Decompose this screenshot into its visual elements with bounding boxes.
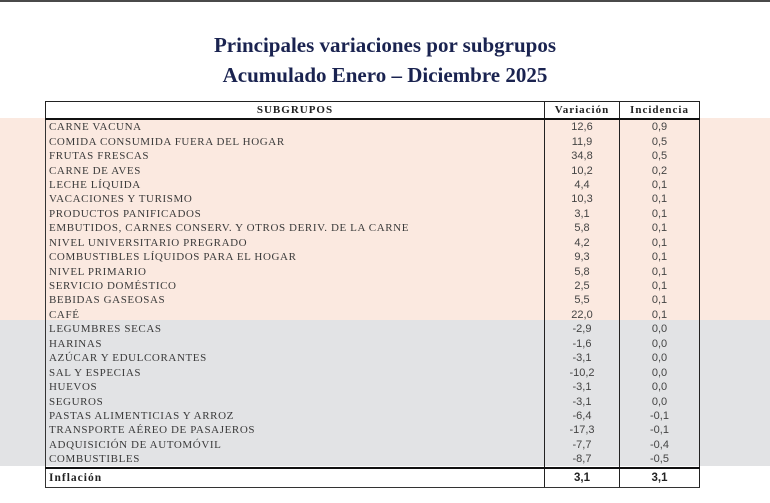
subgroup-name: LECHE LÍQUIDA bbox=[46, 178, 545, 192]
incidence-value: 0,1 bbox=[620, 250, 700, 264]
inflation-total-row bbox=[46, 468, 700, 488]
subgroup-name: PASTAS ALIMENTICIAS Y ARROZ bbox=[46, 409, 545, 423]
column-header-subgrupos: SUBGRUPOS bbox=[46, 102, 545, 120]
column-header-incidencia: Incidencia bbox=[620, 102, 700, 120]
variation-value: 9,3 bbox=[545, 250, 620, 264]
variation-value: -6,4 bbox=[545, 409, 620, 423]
incidence-value: 0,9 bbox=[620, 119, 700, 134]
variation-value: 4,4 bbox=[545, 178, 620, 192]
table-row bbox=[46, 365, 700, 379]
subgroup-name: CARNE DE AVES bbox=[46, 163, 545, 177]
total-label: Inflación bbox=[46, 468, 545, 488]
incidence-value: -0,4 bbox=[620, 438, 700, 452]
table-row bbox=[46, 134, 700, 148]
subgroup-name: BEBIDAS GASEOSAS bbox=[46, 293, 545, 307]
table-row bbox=[46, 394, 700, 408]
incidence-value: 0,1 bbox=[620, 279, 700, 293]
incidence-value: 0,0 bbox=[620, 351, 700, 365]
table-row bbox=[46, 264, 700, 278]
incidence-value: 0,1 bbox=[620, 236, 700, 250]
variation-value: 12,6 bbox=[545, 119, 620, 134]
incidence-value: 0,0 bbox=[620, 322, 700, 336]
table-row bbox=[46, 438, 700, 452]
variation-value: 4,2 bbox=[545, 236, 620, 250]
incidence-value: 0,1 bbox=[620, 264, 700, 278]
subgroup-name: AZÚCAR Y EDULCORANTES bbox=[46, 351, 545, 365]
table-row bbox=[46, 452, 700, 467]
subgroup-name: NIVEL UNIVERSITARIO PREGRADO bbox=[46, 236, 545, 250]
table-row bbox=[46, 207, 700, 221]
table-row bbox=[46, 308, 700, 322]
variation-value: -10,2 bbox=[545, 365, 620, 379]
incidence-value: 0,0 bbox=[620, 337, 700, 351]
incidence-value: 0,2 bbox=[620, 163, 700, 177]
table-row bbox=[46, 322, 700, 336]
incidence-value: 0,1 bbox=[620, 221, 700, 235]
variation-value: 10,2 bbox=[545, 163, 620, 177]
incidence-value: 0,1 bbox=[620, 293, 700, 307]
table-row bbox=[46, 293, 700, 307]
subgroup-name: SERVICIO DOMÉSTICO bbox=[46, 279, 545, 293]
table-header-row bbox=[46, 102, 700, 120]
variation-value: -2,9 bbox=[545, 322, 620, 336]
subgroup-name: HUEVOS bbox=[46, 380, 545, 394]
table-row bbox=[46, 163, 700, 177]
incidence-value: 0,0 bbox=[620, 365, 700, 379]
subgroup-name: PRODUCTOS PANIFICADOS bbox=[46, 207, 545, 221]
variation-value: 22,0 bbox=[545, 308, 620, 322]
subgroup-name: VACACIONES Y TURISMO bbox=[46, 192, 545, 206]
table-row bbox=[46, 279, 700, 293]
top-border-rule bbox=[0, 0, 770, 2]
subgroup-name: EMBUTIDOS, CARNES CONSERV. Y OTROS DERIV. DE LA CARNE bbox=[46, 221, 545, 235]
incidence-value: -0,1 bbox=[620, 409, 700, 423]
subgroup-name: LEGUMBRES SECAS bbox=[46, 322, 545, 336]
incidence-value: -0,1 bbox=[620, 423, 700, 437]
incidence-value: 0,1 bbox=[620, 178, 700, 192]
variation-value: 11,9 bbox=[545, 134, 620, 148]
variation-value: 5,8 bbox=[545, 221, 620, 235]
subgroup-name: FRUTAS FRESCAS bbox=[46, 149, 545, 163]
table-row bbox=[46, 409, 700, 423]
subgroups-table bbox=[45, 101, 700, 488]
table-row bbox=[46, 149, 700, 163]
table-row bbox=[46, 380, 700, 394]
subgroup-name: COMBUSTIBLES LÍQUIDOS PARA EL HOGAR bbox=[46, 250, 545, 264]
total-variation: 3,1 bbox=[545, 468, 620, 488]
subgroup-name: COMIDA CONSUMIDA FUERA DEL HOGAR bbox=[46, 134, 545, 148]
incidence-value: 0,1 bbox=[620, 192, 700, 206]
variation-value: -8,7 bbox=[545, 452, 620, 467]
incidence-value: -0,5 bbox=[620, 452, 700, 467]
table-row bbox=[46, 192, 700, 206]
variation-value: -17,3 bbox=[545, 423, 620, 437]
subgroup-name: SEGUROS bbox=[46, 394, 545, 408]
column-header-variacion: Variación bbox=[545, 102, 620, 120]
page-subtitle: Acumulado Enero – Diciembre 2025 bbox=[222, 63, 548, 87]
variation-value: 3,1 bbox=[545, 207, 620, 221]
incidence-value: 0,5 bbox=[620, 149, 700, 163]
subgroup-name: HARINAS bbox=[46, 337, 545, 351]
subgroup-name: COMBUSTIBLES bbox=[46, 452, 545, 467]
subgroup-name: TRANSPORTE AÉREO DE PASAJEROS bbox=[46, 423, 545, 437]
incidence-value: 0,0 bbox=[620, 394, 700, 408]
variation-value: -3,1 bbox=[545, 380, 620, 394]
table-row bbox=[46, 351, 700, 365]
subgroup-name: ADQUISICIÓN DE AUTOMÓVIL bbox=[46, 438, 545, 452]
table-body bbox=[46, 119, 700, 468]
subgroup-name: SAL Y ESPECIAS bbox=[46, 365, 545, 379]
incidence-value: 0,1 bbox=[620, 207, 700, 221]
subgroup-name: CAFÉ bbox=[46, 308, 545, 322]
subgroup-name: CARNE VACUNA bbox=[46, 119, 545, 134]
table-row bbox=[46, 178, 700, 192]
variation-value: 5,8 bbox=[545, 264, 620, 278]
table-row bbox=[46, 236, 700, 250]
variation-value: 2,5 bbox=[545, 279, 620, 293]
incidence-value: 0,0 bbox=[620, 380, 700, 394]
subgroup-name: NIVEL PRIMARIO bbox=[46, 264, 545, 278]
variation-value: -3,1 bbox=[545, 351, 620, 365]
title-block bbox=[0, 30, 770, 90]
variation-value: 34,8 bbox=[545, 149, 620, 163]
incidence-value: 0,5 bbox=[620, 134, 700, 148]
incidence-value: 0,1 bbox=[620, 308, 700, 322]
table-row bbox=[46, 119, 700, 134]
table-row bbox=[46, 337, 700, 351]
table-row bbox=[46, 221, 700, 235]
table-row bbox=[46, 423, 700, 437]
variation-value: 10,3 bbox=[545, 192, 620, 206]
total-incidence: 3,1 bbox=[620, 468, 700, 488]
variation-value: -7,7 bbox=[545, 438, 620, 452]
variation-value: 5,5 bbox=[545, 293, 620, 307]
variation-value: -3,1 bbox=[545, 394, 620, 408]
variation-value: -1,6 bbox=[545, 337, 620, 351]
page-title: Principales variaciones por subgrupos bbox=[213, 33, 557, 57]
table-row bbox=[46, 250, 700, 264]
